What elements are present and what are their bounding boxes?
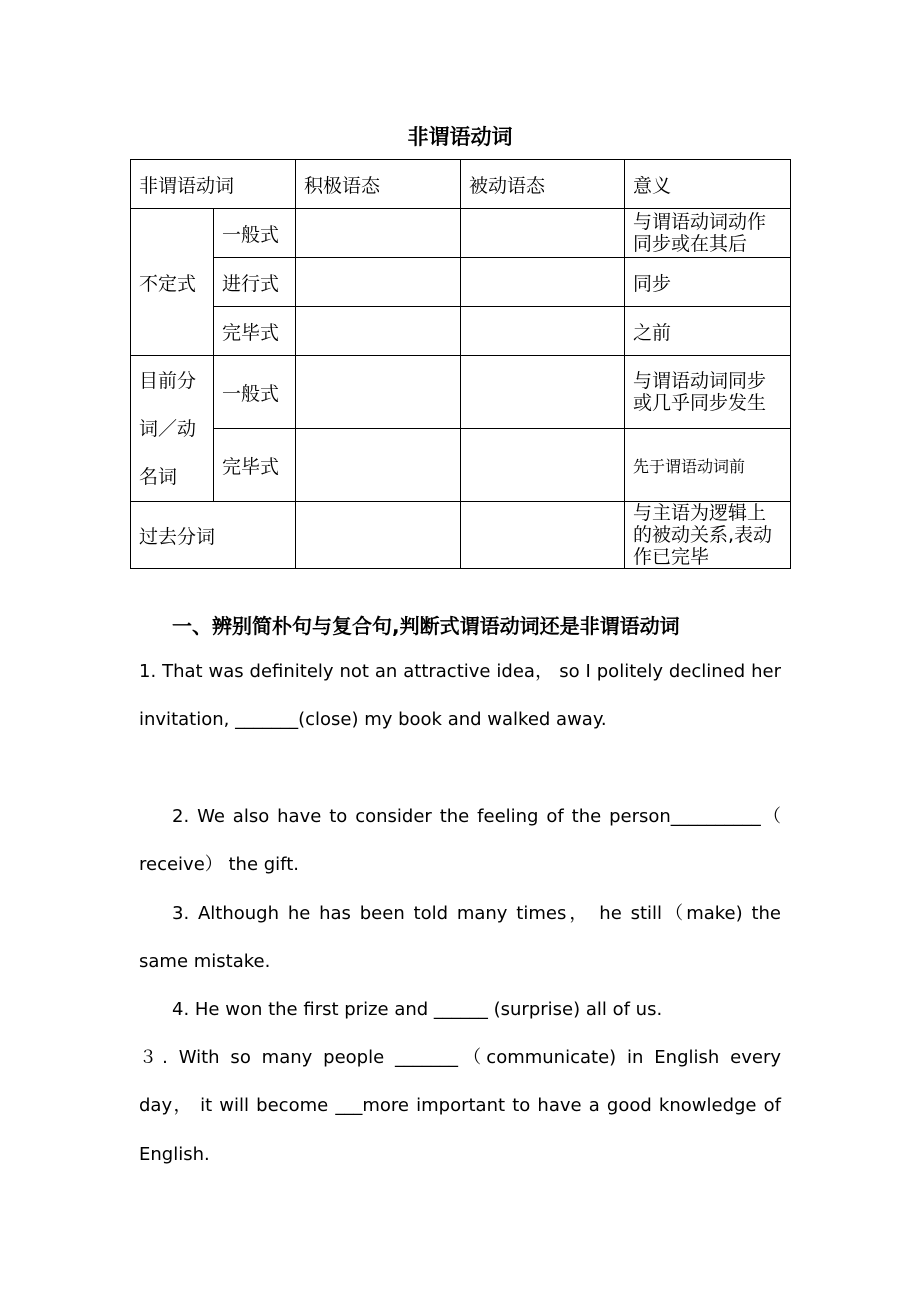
active-cell xyxy=(296,356,461,429)
table-row xyxy=(131,429,791,502)
header-passive-voice: 被动语态 xyxy=(461,160,625,209)
table-row xyxy=(131,209,791,258)
question-text: 4. He won the first prize and ______ (surprise) all of us. xyxy=(172,999,663,1020)
header-meaning: 意义 xyxy=(625,160,791,209)
page-title: 非谓语动词 xyxy=(407,125,513,149)
header-nonfinite-verb: 非谓语动词 xyxy=(131,160,296,209)
question-text: 1. That was definitely not an attractive idea， so I politely declined her invitation, _______(close) my book and walked away. xyxy=(139,661,781,731)
nonfinite-verb-table xyxy=(130,159,791,569)
form-cell: 一般式 xyxy=(214,209,296,258)
question-4 xyxy=(139,986,781,1034)
header-active-voice: 积极语态 xyxy=(296,160,461,209)
meaning-cell: 先于谓语动词前 xyxy=(625,429,791,502)
form-cell: 完毕式 xyxy=(214,307,296,356)
passive-cell xyxy=(461,502,625,569)
question-text: 2. We also have to consider the feeling of the person__________（ receive） the gift. xyxy=(139,806,781,876)
passive-cell xyxy=(461,209,625,258)
meaning-cell: 与谓语动词动作同步或在其后 xyxy=(625,209,791,258)
question-3 xyxy=(139,890,781,987)
question-2 xyxy=(139,793,781,890)
meaning-cell: 之前 xyxy=(625,307,791,356)
active-cell xyxy=(296,502,461,569)
question-text: ３. With so many people _______（communicate) in English every day， it will become ___more important to have a good knowledge of English. xyxy=(139,1047,781,1165)
table-row xyxy=(131,307,791,356)
passive-cell xyxy=(461,429,625,502)
passive-cell xyxy=(461,258,625,307)
past-participle-label: 过去分词 xyxy=(131,502,296,569)
active-cell xyxy=(296,209,461,258)
infinitive-label: 不定式 xyxy=(131,209,214,356)
table-row xyxy=(131,356,791,429)
question-text: 3. Although he has been told many times， he still（make) the same mistake. xyxy=(139,903,781,973)
question-5 xyxy=(139,1034,781,1179)
passive-cell xyxy=(461,356,625,429)
passive-cell xyxy=(461,307,625,356)
form-cell: 完毕式 xyxy=(214,429,296,502)
table-row xyxy=(131,502,791,569)
participle-label: 目前分词／动名词 xyxy=(131,356,214,502)
section-heading: 一、辨别简朴句与复合句,判断式谓语动词还是非谓语动词 xyxy=(172,614,680,638)
meaning-cell: 与谓语动词同步或几乎同步发生 xyxy=(625,356,791,429)
active-cell xyxy=(296,307,461,356)
form-cell: 一般式 xyxy=(214,356,296,429)
form-cell: 进行式 xyxy=(214,258,296,307)
table-header-row xyxy=(131,160,791,209)
question-1 xyxy=(139,648,781,745)
table-row xyxy=(131,258,791,307)
active-cell xyxy=(296,429,461,502)
active-cell xyxy=(296,258,461,307)
meaning-cell: 与主语为逻辑上的被动关系,表动作已完毕 xyxy=(625,502,791,569)
meaning-cell: 同步 xyxy=(625,258,791,307)
